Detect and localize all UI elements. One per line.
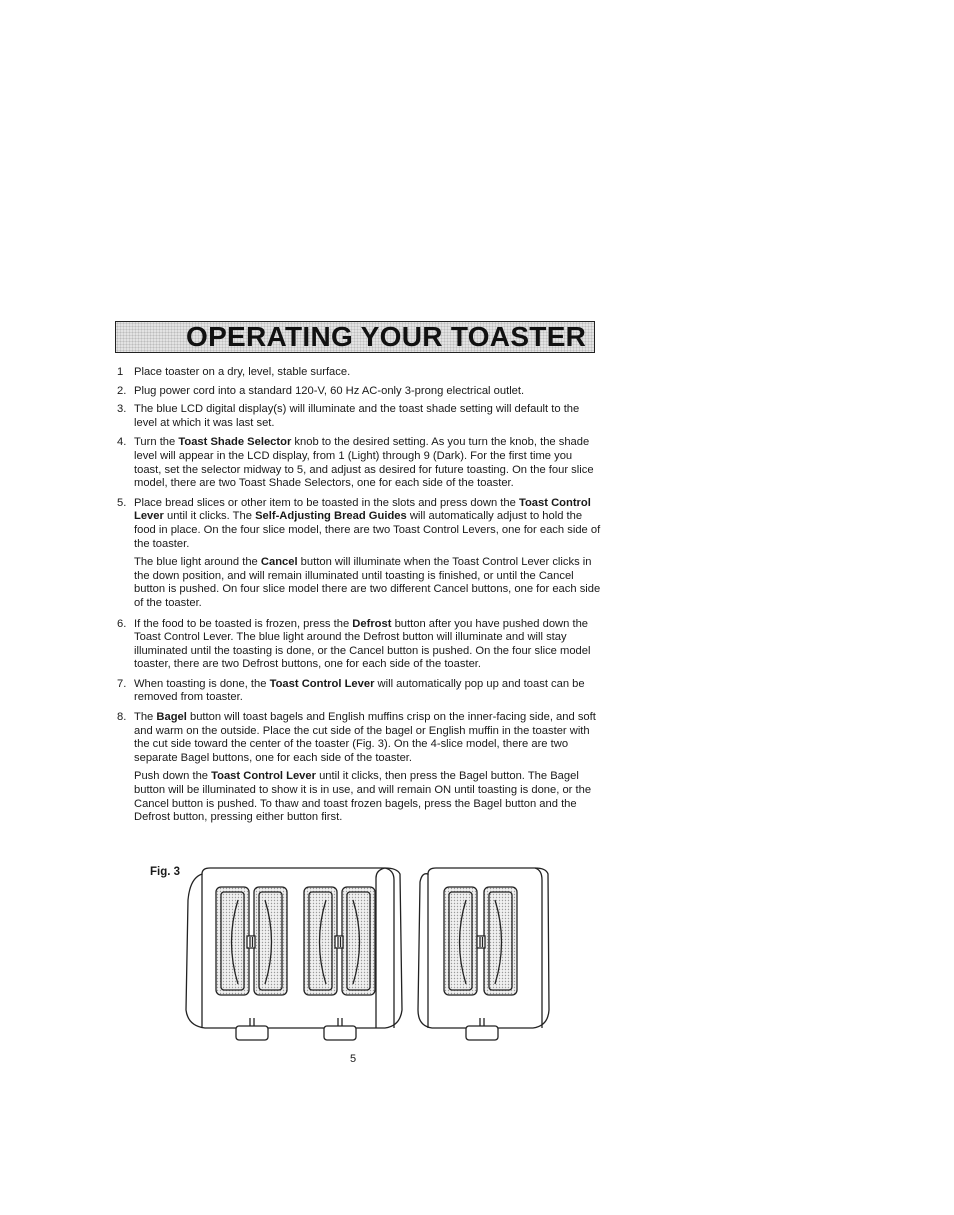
- step-text: [134, 366, 602, 380]
- step-number: 7.: [117, 677, 127, 690]
- lever-left: [236, 1018, 268, 1040]
- text-run: until it clicks, then press the Bagel button. The Bagel button will be illuminated to show it is in use, and will remain ON until toasting is done, or the Cancel button is pushed. To thaw and toast frozen bagels, press the Bagel button and the Defrost button, pressing either button first.: [134, 770, 592, 824]
- list-item: [117, 678, 602, 705]
- slot-pair-right: [304, 887, 375, 995]
- step-text: [134, 770, 602, 824]
- bold-term: Self-Adjusting Bread Guides: [255, 510, 407, 523]
- lever-right: [324, 1018, 356, 1040]
- title-banner: [115, 321, 595, 353]
- text-run: Push down the: [134, 770, 212, 783]
- text-run: The blue LCD digital display(s) will illuminate and the toast shade setting will default to the level at which it was last set.: [134, 403, 580, 429]
- text-run: The: [134, 711, 157, 724]
- page-title: OPERATING YOUR TOASTER: [186, 321, 587, 352]
- text-run: When toasting is done, the: [134, 677, 270, 690]
- text-run: will automatically adjust to hold the food in place. On the four slice model, there are two Toast Control Levers, one for each side of the toaster.: [134, 510, 601, 550]
- step-number: 1: [117, 366, 124, 378]
- two-slice-toaster: [418, 868, 549, 1040]
- list-item: [117, 366, 602, 380]
- text-run: Plug power cord into a standard 120-V, 60 Hz AC-only 3-prong electrical outlet.: [134, 384, 525, 397]
- text-run: knob to the desired setting. As you turn the knob, the shade level will appear in the LCD display, from 1 (Light) through 9 (Dark). For the first time you toast, set the selector midway to 5, and adjust as desired for future toasting. On the four slice model, there are two Toast Shade Selectors, one for each side of the toaster.: [134, 436, 594, 490]
- step-text: [134, 618, 602, 672]
- text-run: Turn the: [134, 436, 179, 449]
- step-number: 6.: [117, 617, 127, 630]
- step-number: 4.: [117, 436, 127, 449]
- list-item: [117, 618, 602, 672]
- text-run: If the food to be toasted is frozen, press the: [134, 617, 353, 630]
- instruction-list: [117, 366, 602, 825]
- step-number: 2.: [117, 384, 127, 397]
- step-text: [134, 678, 602, 705]
- list-item: [117, 385, 602, 399]
- list-item: [117, 711, 602, 825]
- text-run: button will illuminate when the Toast Control Lever clicks in the down position, and will remain illuminated until toasting is finished, or until the Cancel button is pushed. On four slice model there are two different Cancel buttons, one for each side of the toaster.: [134, 556, 601, 609]
- step-text: [134, 385, 602, 399]
- step-text: [134, 556, 602, 610]
- step-text: [134, 403, 602, 430]
- bold-term: Toast Shade Selector: [178, 436, 292, 449]
- text-run: button will toast bagels and English muffins crisp on the inner-facing side, and soft and warm on the outside. Place the cut side of the bagel or English muffin in the toaster with the cut side toward the center of the toaster (Fig. 3). On the 4-slice model, there are two separate Bagel buttons, one for each side of the toaster.: [134, 711, 596, 764]
- bold-term: Toast Control Lever: [134, 496, 591, 523]
- bold-term: Defrost: [352, 617, 392, 630]
- step-text: [134, 497, 602, 551]
- step-text: [134, 436, 602, 490]
- toaster-diagram: [180, 860, 560, 1050]
- text-run: will automatically pop up and toast can be removed from toaster.: [134, 677, 585, 704]
- list-item: [117, 403, 602, 430]
- slot-pair-left: [216, 887, 287, 995]
- list-item: [117, 497, 602, 611]
- page-number: 5: [350, 1053, 357, 1065]
- bold-term: Toast Control Lever: [269, 677, 375, 690]
- text-run: Place bread slices or other item to be toasted in the slots and press down the: [134, 496, 519, 509]
- list-item: [117, 436, 602, 490]
- four-slice-toaster: [186, 868, 402, 1040]
- text-run: The blue light around the: [134, 556, 261, 569]
- step-number: 3.: [117, 403, 127, 416]
- bold-term: Cancel: [260, 556, 298, 569]
- text-run: Place toaster on a dry, level, stable surface.: [134, 366, 351, 378]
- step-number: 8.: [117, 711, 127, 724]
- bold-term: Bagel: [156, 711, 187, 724]
- step-number: 5.: [117, 496, 127, 509]
- figure-label: Fig. 3: [150, 866, 181, 878]
- text-run: button after you have pushed down the Toast Control Lever. The blue light around the Defrost button will illuminate and will stay illuminated until the toasting is done, or the Cancel button is pushed. On the four slice model toaster, there are two Defrost buttons, one for each side of the toaster.: [134, 617, 591, 671]
- step-text: [134, 711, 602, 765]
- text-run: until it clicks. The: [163, 510, 256, 523]
- bold-term: Toast Control Lever: [211, 770, 316, 783]
